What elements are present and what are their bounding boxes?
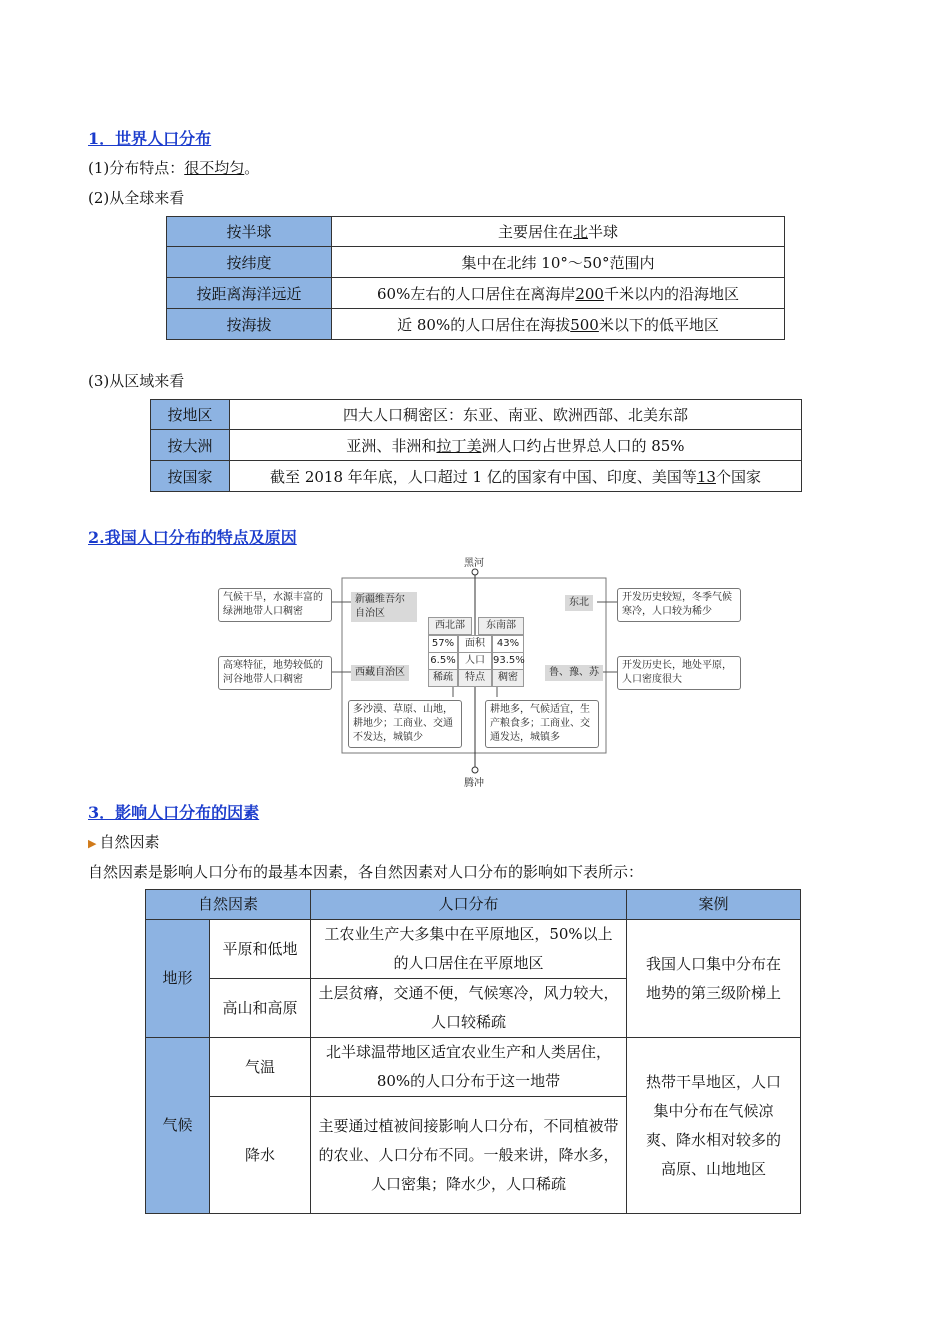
col-northwest: 西北部 (428, 617, 472, 635)
se-reason: 耕地多，气候适宜，生产粮食多；工商业、交通发达，城镇多 (485, 700, 599, 748)
mountain-label: 高山和高原 (210, 979, 311, 1038)
right-note-plain: 开发历史长，地处平原，人口密度很大 (617, 656, 741, 690)
content-pre: 亚洲、非洲和 (346, 436, 437, 455)
content-post: 个国家 (715, 467, 761, 486)
terrain-label: 地形 (146, 920, 210, 1038)
col-southeast: 东南部 (478, 617, 524, 635)
global-table (166, 216, 785, 340)
content-underlined: 500 (570, 315, 599, 334)
content-underlined: 13 (696, 467, 716, 486)
content-pre: 主要居住在 (497, 223, 573, 241)
content-post: 千米以内的沿海地区 (603, 284, 739, 303)
subtitle-text: 自然因素 (99, 833, 160, 851)
row-feature: 特点 (458, 669, 492, 687)
nw-pop-value: 6.5% (428, 652, 458, 670)
terrain-case: 我国人口集中分布在地势的第三级阶梯上 (627, 920, 801, 1038)
plain-desc: 工农业生产大多集中在平原地区，50%以上的人口居住在平原地区 (311, 920, 627, 979)
table-row (151, 400, 802, 430)
row-label: 按海拔 (167, 309, 332, 340)
left-note-oasis: 气候干旱，水源丰富的绿洲地带人口稠密 (218, 588, 332, 622)
nw-feature-value: 稀疏 (428, 669, 458, 687)
content-pre: 集中在北纬 10°～50°范围内 (461, 253, 655, 272)
tengchong-dot (472, 767, 478, 773)
factors-intro: 自然因素是影响人口分布的最基本因素，各自然因素对人口分布的影响如下表所示： (88, 863, 644, 881)
header-distribution: 人口分布 (311, 890, 627, 920)
content-post: 米以下的低平地区 (598, 315, 719, 334)
temp-desc: 北半球温带地区适宜农业生产和人类居住，80%的人口分布于这一地带 (311, 1038, 627, 1097)
table-row (167, 278, 785, 309)
row-content (332, 247, 785, 278)
row-label: 按纬度 (167, 247, 332, 278)
content-pre: 近 80%的人口居住在海拔 (397, 315, 571, 334)
left-note-valley: 高寒特征，地势较低的河谷地带人口稠密 (218, 656, 332, 690)
section1-title: 1．世界人口分布 (88, 129, 212, 148)
table-row (146, 1038, 801, 1097)
rain-label: 降水 (210, 1097, 311, 1214)
natural-factors-subtitle (88, 831, 159, 852)
region-lu-yu-su: 鲁、豫、苏 (545, 665, 603, 681)
section2-title: 2.我国人口分布的特点及原因 (88, 528, 297, 547)
region-xinjiang: 新疆维吾尔自治区 (351, 592, 417, 622)
heihe-dot (472, 569, 478, 575)
feature-suffix: 。 (244, 159, 260, 177)
row-label: 按半球 (167, 217, 332, 247)
plain-label: 平原和低地 (210, 920, 311, 979)
header-factor: 自然因素 (146, 890, 311, 920)
right-note-northeast: 开发历史较短，冬季气候寒冷，人口较为稀少 (617, 588, 741, 622)
table-row (151, 430, 802, 461)
row-content (230, 461, 802, 492)
table-row (167, 309, 785, 340)
nw-area-value: 57% (428, 635, 458, 653)
content-post: 半球 (588, 223, 619, 241)
header-case: 案例 (627, 890, 801, 920)
feature-value: 很不均匀 (184, 159, 245, 177)
region-tibet: 西藏自治区 (351, 665, 409, 681)
row-content (230, 430, 802, 461)
row-label: 按距离海洋远近 (167, 278, 332, 309)
row-content (332, 309, 785, 340)
row-label: 按国家 (151, 461, 230, 492)
table-header-row (146, 890, 801, 920)
triangle-bullet-icon: ▶ (88, 837, 97, 850)
region-view-label: (3)从区域来看 (88, 372, 185, 390)
se-pop-value: 93.5% (492, 652, 524, 670)
table-row (146, 920, 801, 979)
factors-table (145, 889, 801, 1214)
section3-title: 3．影响人口分布的因素 (88, 803, 260, 822)
distribution-feature (88, 157, 259, 178)
se-area-value: 43% (492, 635, 524, 653)
content-pre: 四大人口稠密区：东亚、南亚、欧洲西部、北美东部 (342, 406, 688, 424)
table-row (151, 461, 802, 492)
nw-reason: 多沙漠、草原、山地，耕地少；工商业、交通不发达，城镇少 (348, 700, 462, 748)
row-pop: 人口 (458, 652, 492, 670)
table-row (167, 217, 785, 247)
population-diagram (215, 552, 745, 787)
climate-label: 气候 (146, 1038, 210, 1214)
temp-label: 气温 (210, 1038, 311, 1097)
table-row (167, 247, 785, 278)
row-label: 按地区 (151, 400, 230, 430)
content-underlined: 200 (575, 284, 604, 303)
heihe-label: 黑河 (464, 558, 484, 569)
rain-desc: 主要通过植被间接影响人口分布，不同植被带的农业、人口分布不同。一般来讲，降水多，人口密集；降水少，人口稀疏 (311, 1097, 627, 1214)
region-northeast: 东北 (565, 595, 593, 611)
feature-prefix: (1)分布特点： (88, 159, 185, 177)
content-pre: 60%左右的人口居住在离海岸 (377, 284, 576, 303)
content-post: 洲人口约占世界总人口的 85% (481, 436, 685, 455)
region-table (150, 399, 802, 492)
row-content (332, 278, 785, 309)
row-area: 面积 (458, 635, 492, 653)
content-underlined: 北 (572, 223, 588, 241)
climate-case: 热带干旱地区，人口集中分布在气候凉爽、降水相对较多的高原、山地地区 (627, 1038, 801, 1214)
row-content (230, 400, 802, 430)
row-label: 按大洲 (151, 430, 230, 461)
content-underlined: 拉丁美 (436, 436, 482, 455)
se-feature-value: 稠密 (492, 669, 524, 687)
mountain-desc: 土层贫瘠，交通不便，气候寒冷，风力较大，人口较稀疏 (311, 979, 627, 1038)
content-pre: 截至 2018 年年底，人口超过 1 亿的国家有中国、印度、美国等 (270, 467, 697, 486)
global-view-label: (2)从全球来看 (88, 189, 185, 207)
row-content (332, 217, 785, 247)
tengchong-label: 腾冲 (464, 778, 484, 789)
